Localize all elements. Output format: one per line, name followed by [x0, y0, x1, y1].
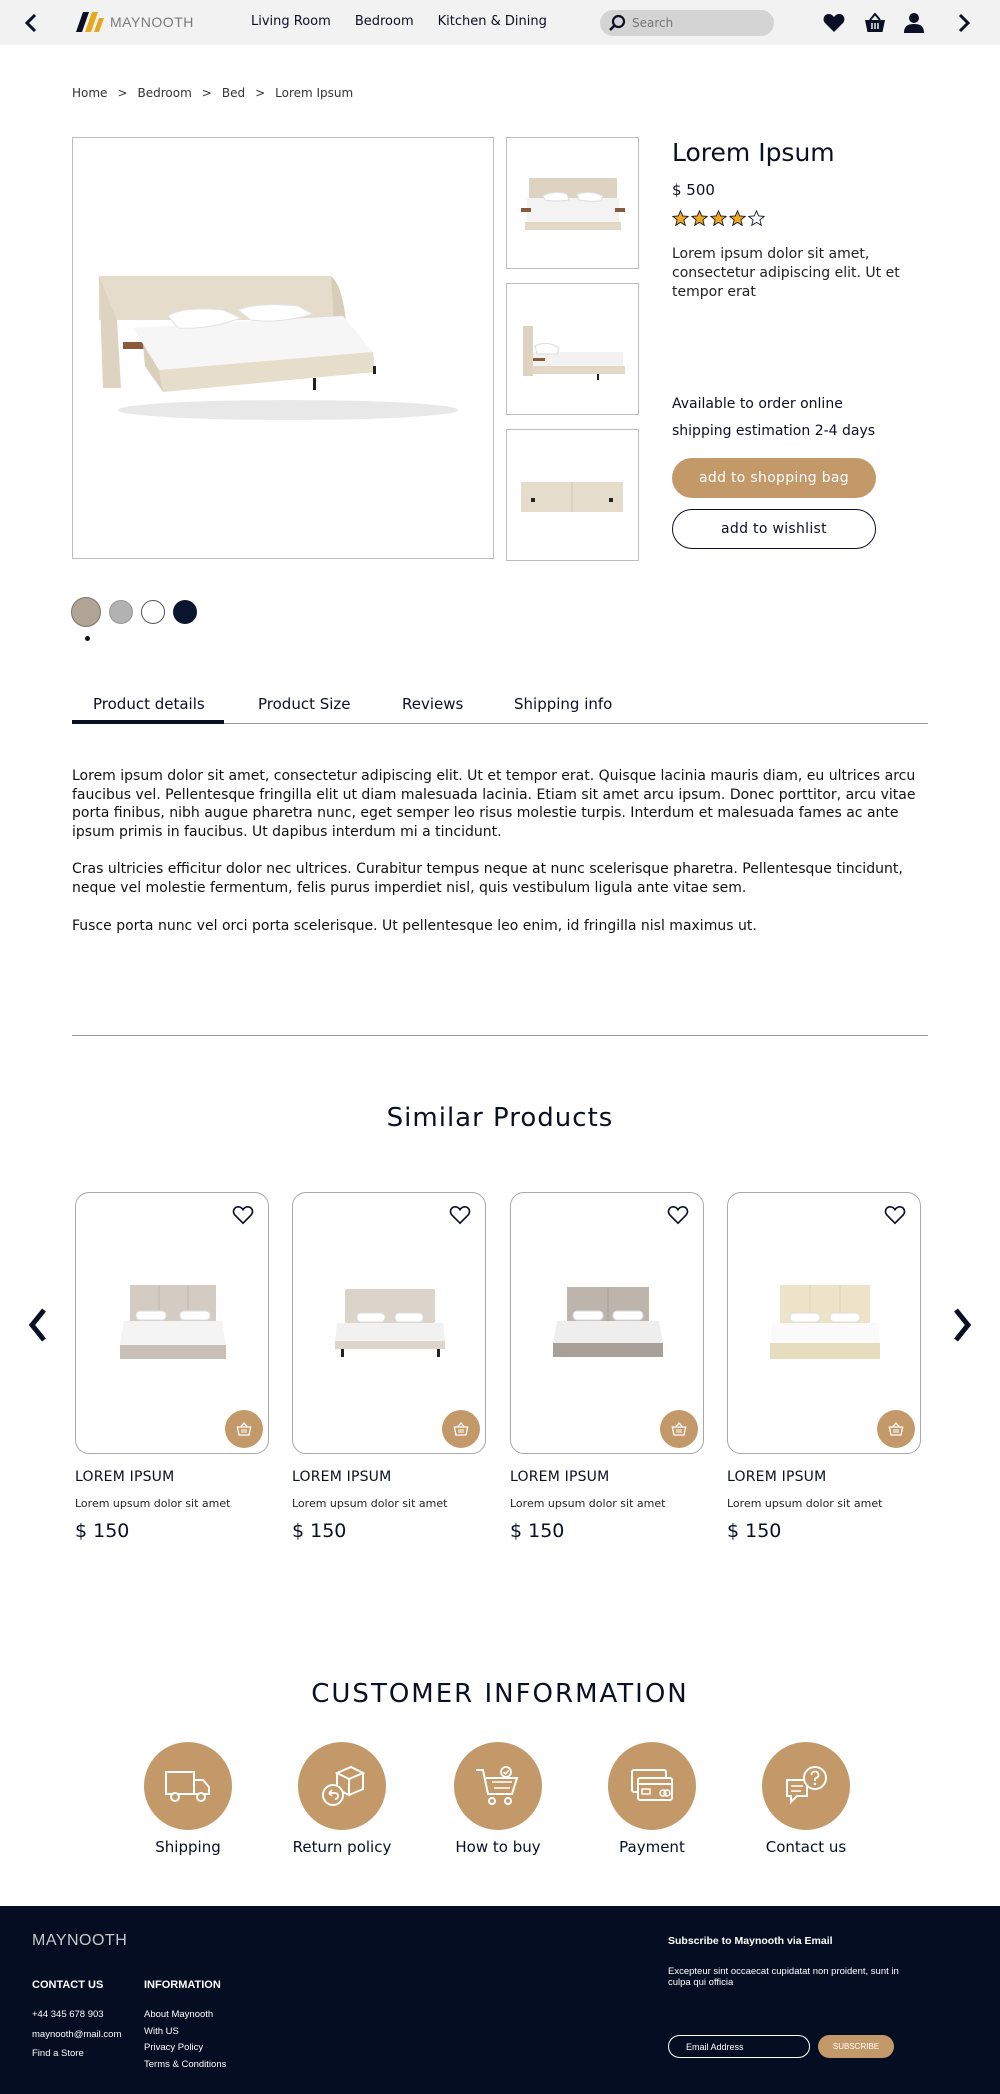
- footer: [0, 1906, 1000, 2094]
- product-card[interactable]: [292, 1192, 486, 1454]
- chat-question-icon: [783, 1764, 829, 1808]
- customer-info-payment[interactable]: [577, 1742, 727, 1856]
- add-to-cart-button[interactable]: [442, 1410, 480, 1448]
- details-paragraph: Cras ultricies efficitur dolor nec ultrices. Curabitur tempus neque at nunc scelerisque pharetra. Pellentesque tincidunt, neque vel molestie fermentum, felis purus imperdiet nisl, quis vestibulum ligula ante vitae sem.: [72, 861, 903, 896]
- nav-link-living-room[interactable]: Living Room: [251, 14, 331, 29]
- card-product-desc: Lorem upsum dolor sit amet: [727, 1497, 883, 1510]
- product-card[interactable]: [75, 1192, 269, 1454]
- footer-phone[interactable]: +44 345 678 903: [32, 2009, 104, 2020]
- search-icon[interactable]: [608, 14, 626, 32]
- top-nav: [0, 0, 1000, 45]
- nav-link-kitchen-dining[interactable]: Kitchen & Dining: [437, 14, 547, 29]
- search-bar[interactable]: [600, 10, 774, 36]
- product-title: Lorem Ipsum: [672, 138, 835, 167]
- star-filled-icon: [672, 210, 689, 227]
- footer-contact-heading: CONTACT US: [32, 1979, 104, 1991]
- bed-image: [748, 1265, 902, 1375]
- availability-info: [672, 391, 875, 445]
- customer-info-label: Shipping: [155, 1838, 221, 1856]
- credit-card-icon: [628, 1766, 676, 1806]
- wishlist-heart-icon[interactable]: [667, 1205, 689, 1225]
- active-tab-underline: [72, 720, 224, 724]
- color-swatches: [71, 597, 205, 627]
- swatch-navy[interactable]: [173, 600, 197, 624]
- add-to-cart-button[interactable]: [877, 1410, 915, 1448]
- customer-info-label: How to buy: [455, 1838, 541, 1856]
- bed-thumbnail-front: [507, 138, 638, 268]
- details-paragraph: Fusce porta nunc vel orci porta scelerisque. Ut pellentesque leo enim, id fringilla nisl maximus ut.: [72, 917, 757, 934]
- card-product-name[interactable]: LOREM IPSUM: [75, 1469, 175, 1485]
- card-product-price: $ 150: [727, 1520, 782, 1542]
- tab-reviews[interactable]: Reviews: [402, 695, 464, 713]
- customer-info-contact-us[interactable]: [731, 1742, 881, 1856]
- bed-image: [313, 1265, 467, 1375]
- customer-info-label: Payment: [619, 1838, 685, 1856]
- similar-products-title: Similar Products: [386, 1103, 614, 1133]
- tab-product-size[interactable]: Product Size: [258, 695, 351, 713]
- user-icon[interactable]: [902, 11, 926, 35]
- basket-icon: [236, 1421, 252, 1437]
- product-tabs: [72, 695, 928, 724]
- card-product-desc: Lorem upsum dolor sit amet: [510, 1497, 666, 1510]
- footer-link-about[interactable]: About Maynooth: [144, 2009, 214, 2020]
- card-product-price: $ 150: [75, 1520, 130, 1542]
- chevron-right-icon[interactable]: [952, 12, 974, 34]
- star-filled-icon: [710, 210, 727, 227]
- subscribe-title: Subscribe to Maynooth via Email: [668, 1935, 833, 1947]
- shipping-estimation: shipping estimation 2-4 days: [672, 423, 876, 439]
- bed-image: [531, 1265, 685, 1375]
- basket-icon: [453, 1421, 469, 1437]
- star-filled-icon: [691, 210, 708, 227]
- bed-image: [96, 1265, 250, 1375]
- carousel-prev-icon[interactable]: [26, 1307, 50, 1343]
- shipping-circle: [144, 1742, 232, 1830]
- footer-email[interactable]: maynooth@mail.com: [32, 2028, 122, 2040]
- footer-contact-list: [32, 2005, 121, 2064]
- breadcrumb-separator: >: [255, 86, 266, 100]
- how-to-buy-circle: [454, 1742, 542, 1830]
- customer-info-return-policy[interactable]: [267, 1742, 417, 1856]
- product-card[interactable]: [727, 1192, 921, 1454]
- add-to-cart-button[interactable]: [660, 1410, 698, 1448]
- basket-icon: [888, 1421, 904, 1437]
- nav-links: [251, 14, 571, 29]
- product-description: Lorem ipsum dolor sit amet, consectetur adipiscing elit. Ut et tempor erat: [672, 246, 900, 300]
- customer-info-title: CUSTOMER INFORMATION: [311, 1679, 689, 1709]
- logo-mark-icon: [74, 10, 106, 34]
- subscribe-button[interactable]: SUBSCRIBE: [818, 2035, 894, 2058]
- card-product-price: $ 150: [292, 1520, 347, 1542]
- thumbnail-1[interactable]: [506, 137, 639, 269]
- section-divider: [72, 1035, 928, 1036]
- footer-link-terms[interactable]: Terms & Conditions: [144, 2058, 227, 2070]
- payment-circle: [608, 1742, 696, 1830]
- footer-link-privacy[interactable]: Privacy Policy: [144, 2042, 204, 2053]
- breadcrumb: [72, 86, 363, 100]
- bed-image: [73, 138, 493, 558]
- breadcrumb-separator: >: [201, 86, 212, 100]
- availability-line: Available to order online: [672, 396, 843, 412]
- bed-thumbnail-side: [507, 284, 638, 414]
- footer-logo[interactable]: MAYNOOTH: [32, 1932, 128, 1949]
- thumbnail-3[interactable]: [506, 429, 639, 561]
- breadcrumb-bed[interactable]: Bed: [221, 86, 246, 100]
- search-input[interactable]: [632, 16, 762, 30]
- product-price: $ 500: [672, 181, 715, 199]
- wishlist-heart-icon[interactable]: [232, 1205, 254, 1225]
- card-product-name[interactable]: LOREM IPSUM: [510, 1469, 610, 1485]
- footer-link-with-us[interactable]: With US: [144, 2025, 179, 2037]
- wishlist-heart-icon[interactable]: [884, 1205, 906, 1225]
- breadcrumb-current: Lorem Ipsum: [275, 86, 354, 100]
- card-product-desc: Lorem upsum dolor sit amet: [75, 1497, 231, 1510]
- main-product-image[interactable]: [72, 137, 494, 559]
- return-policy-circle: [298, 1742, 386, 1830]
- add-to-cart-button[interactable]: [225, 1410, 263, 1448]
- product-details-text: [72, 767, 930, 954]
- swatch-grey[interactable]: [109, 600, 133, 624]
- truck-icon: [163, 1766, 213, 1806]
- basket-icon[interactable]: [863, 11, 887, 35]
- subscribe-text: Excepteur sint occaecat cupidatat non proident, sunt in culpa qui officia: [668, 1966, 899, 1988]
- logo-text: MAYNOOTH: [110, 14, 194, 30]
- card-product-name[interactable]: LOREM IPSUM: [727, 1469, 827, 1485]
- swatch-beige[interactable]: [71, 597, 101, 627]
- details-paragraph: Lorem ipsum dolor sit amet, consectetur adipiscing elit. Ut et tempor erat. Quisque lacinia mauris diam, eu ultrices arcu faucibus vel. Pellentesque fringilla elit ut diam malesuada lacinia. Etiam sit amet arcu ipsum. Donec porttitor, arcu vitae porta finibus, nibh augue pharetra nunc, eget semper leo risus molestie turpis. Interdum et malesuada fames ac ante ipsum primis in faucibus. Ut dapibus interdum mi a tincidunt.: [72, 768, 916, 840]
- footer-find-store[interactable]: Find a Store: [32, 2048, 84, 2059]
- add-to-bag-button[interactable]: add to shopping bag: [672, 458, 876, 498]
- product-card[interactable]: [510, 1192, 704, 1454]
- tab-product-details[interactable]: Product details: [93, 695, 205, 713]
- tab-shipping-info[interactable]: Shipping info: [514, 695, 613, 713]
- chevron-left-icon[interactable]: [21, 12, 43, 34]
- card-product-desc: Lorem upsum dolor sit amet: [292, 1497, 448, 1510]
- breadcrumb-separator: >: [117, 86, 128, 100]
- customer-info-shipping[interactable]: [113, 1742, 263, 1856]
- thumbnail-2[interactable]: [506, 283, 639, 415]
- breadcrumb-bedroom[interactable]: Bedroom: [137, 86, 192, 100]
- customer-info-how-to-buy[interactable]: [423, 1742, 573, 1856]
- selected-swatch-indicator: [85, 636, 90, 641]
- heart-icon[interactable]: [822, 11, 846, 35]
- card-product-price: $ 150: [510, 1520, 565, 1542]
- email-address-input[interactable]: [668, 2035, 810, 2058]
- customer-info-label: Contact us: [765, 1838, 847, 1856]
- footer-info-heading: INFORMATION: [144, 1979, 221, 1991]
- wishlist-heart-icon[interactable]: [449, 1205, 471, 1225]
- basket-icon: [671, 1421, 687, 1437]
- nav-link-bedroom[interactable]: Bedroom: [354, 14, 414, 29]
- rating-stars: [672, 210, 767, 227]
- bed-thumbnail-back: [507, 430, 638, 560]
- return-box-icon: [319, 1763, 365, 1809]
- contact-us-circle: [762, 1742, 850, 1830]
- customer-info-label: Return policy: [292, 1838, 392, 1856]
- star-filled-icon: [729, 210, 746, 227]
- breadcrumb-home[interactable]: Home: [72, 86, 108, 100]
- star-empty-icon: [748, 210, 765, 227]
- swatch-white[interactable]: [141, 600, 165, 624]
- carousel-next-icon[interactable]: [950, 1307, 974, 1343]
- card-product-name[interactable]: LOREM IPSUM: [292, 1469, 392, 1485]
- add-to-wishlist-button[interactable]: add to wishlist: [672, 509, 876, 549]
- footer-info-list: [144, 2007, 226, 2073]
- logo[interactable]: [74, 9, 194, 35]
- shopping-cart-icon: [474, 1764, 522, 1808]
